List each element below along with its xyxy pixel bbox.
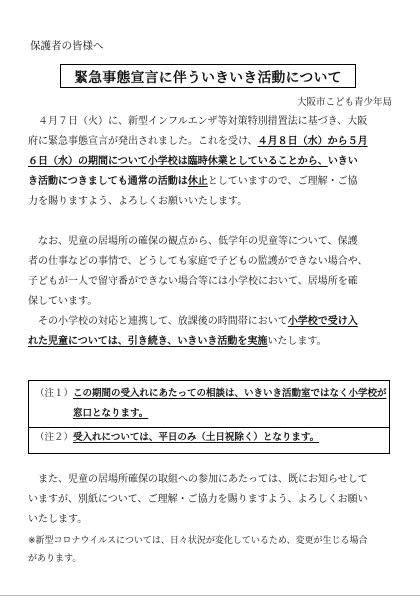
paragraph-2 (28, 232, 390, 352)
paragraph-1-line-4-c: としていますので、ご理解・ご協 (207, 176, 358, 187)
issuer: 大阪市こども青少年局 (296, 97, 392, 108)
paragraph-3 (28, 470, 390, 530)
paragraph-1-line-3 (28, 152, 390, 172)
note-2-text: 受入れについては、平日のみ（土日祝除く）となります。 (73, 432, 320, 443)
paragraph-2-line-2: 者の仕事などの事情で、どうしても家庭で子どもの監護ができない場合や、 (28, 256, 368, 267)
paragraph-3-line-3: いたします。 (28, 514, 88, 525)
paragraph-1 (28, 112, 390, 212)
note-2-label: （注２） (35, 432, 74, 443)
paragraph-1-line-1: ４月７日（火）に、新型インフルエンザ等対策特別措置法に基づき、大阪 (38, 116, 368, 127)
note-1 (35, 384, 387, 404)
period-emphasis: ４月８日（水）から５月 (257, 136, 368, 147)
footnote-line-1: ※新型コロナウイルスについては、日々状況が変化しているため、変更が生じる場合 (28, 536, 368, 546)
note-1-label: （注１） (35, 388, 74, 399)
paragraph-1-line-4 (28, 172, 390, 192)
document-title: 緊急事態宣言に伴ういきいき活動について (74, 70, 342, 86)
addressee: 保護者の皆様へ (30, 40, 104, 52)
paragraph-2-line-6-b: いたします。 (267, 336, 327, 347)
paragraph-1-line-4-a: き活動につきましても通常の活動は (28, 176, 188, 187)
title-box (60, 64, 356, 88)
paragraph-2-line-1: なお、児童の居場所の確保の観点から、低学年の児童等について、保護 (38, 236, 358, 247)
paragraph-2-line-3: 子どもが一人で留守番ができない場合等には小学校において、居場所を確 (28, 276, 358, 287)
suspension-emphasis: 休止 (187, 176, 208, 187)
note-1-text: この期間の受入れにあたっての相談は、いきいき活動室ではなく小学校が (73, 388, 387, 399)
note-1-text-continued: 窓口となります。 (73, 408, 149, 419)
school-accepted-emphasis: 小学校で受け入 (287, 316, 358, 327)
notes-box (28, 380, 390, 428)
paragraph-1-line-3-end: いきい (327, 156, 358, 167)
paragraph-3-line-1: また、児童の居場所確保の取組への参加にあたっては、既にお知らせして (38, 474, 368, 485)
paragraph-1-line-2-text: 府に緊急事態宣言が発出されました。これを受け、 (28, 136, 258, 147)
paragraph-2-line-5-a: その小学校の対応と連携して、放課後の時間帯において (38, 316, 288, 327)
footnote-line-2: があります。 (28, 554, 82, 564)
paragraph-1-line-2 (28, 132, 390, 152)
note-1-continued (35, 404, 383, 424)
notes-box-row-2 (28, 428, 390, 454)
paragraph-2-line-4: 保しています。 (28, 296, 98, 307)
paragraph-2-line-5 (28, 312, 390, 332)
paragraph-3-line-2: いますが、別紙について、ご理解・ご協力を賜りますよう、よろしくお願い (28, 494, 368, 505)
continued-activity-emphasis: れた児童については、引き続き、いきいき活動を実施 (28, 336, 268, 347)
footnote (28, 532, 390, 568)
closure-emphasis: ６日（水）の期間について小学校は臨時休業としていることから、 (28, 156, 328, 167)
note-2 (35, 428, 383, 448)
paragraph-2-line-6 (28, 332, 390, 352)
paragraph-1-line-5: 力を賜りますよう、よろしくお願いいたします。 (28, 196, 248, 207)
